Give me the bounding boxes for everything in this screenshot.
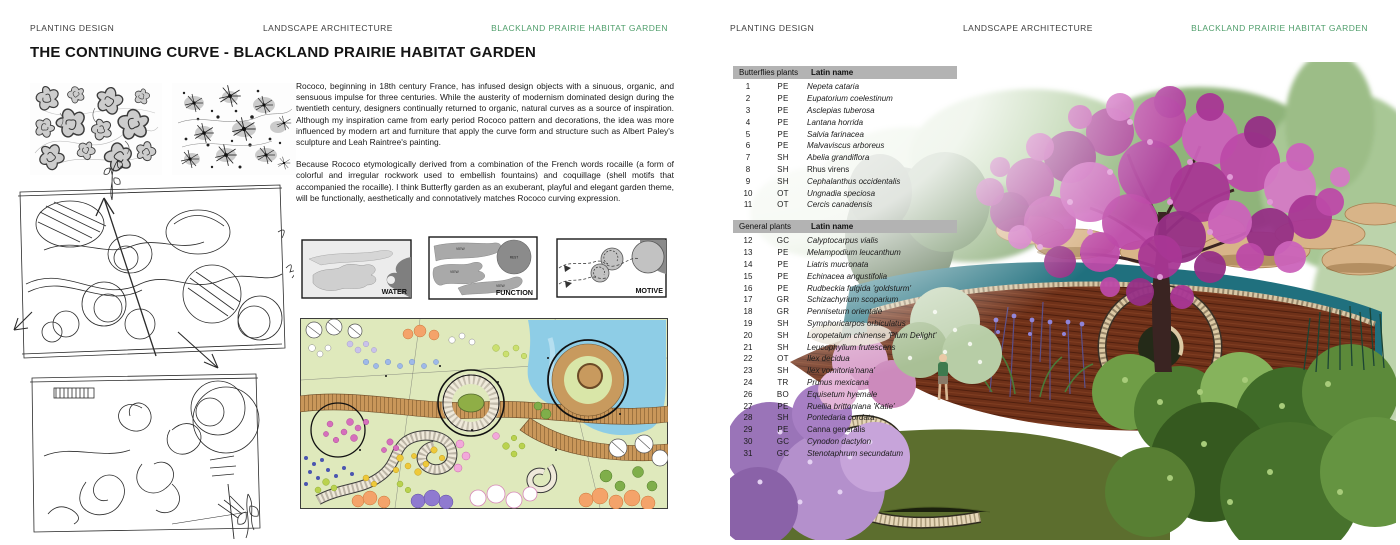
latin-name: Ruellia brittoniana 'Katie': [807, 401, 895, 411]
table-header: [733, 220, 957, 233]
plant-type-code: PE: [777, 117, 789, 127]
table-row: [733, 116, 957, 128]
row-number: 31: [743, 448, 753, 458]
table-row: [733, 424, 957, 436]
row-number: 18: [743, 307, 753, 317]
table-rows: [733, 235, 957, 459]
function-diagram: [428, 236, 538, 300]
function-view-label-3: VIEW: [496, 284, 505, 288]
header-project-name: BLACKLAND PRAIRIE HABITAT GARDEN: [1191, 23, 1368, 33]
latin-name: Asclepias tuberosa: [807, 105, 875, 115]
plant-type-code: GC: [776, 236, 790, 246]
plant-type-code: PE: [777, 94, 789, 104]
latin-name: Loropetalum chinense 'Plum Delight': [807, 330, 937, 340]
plant-type-code: SH: [777, 153, 789, 163]
plant-type-code: OT: [777, 188, 789, 198]
latin-name: Calyptocarpus vialis: [807, 236, 879, 246]
table-row: [733, 447, 957, 459]
general-plants-table: [733, 220, 957, 459]
table-row: [733, 377, 957, 389]
latin-name: Rudbeckia fulgida 'goldsturm': [807, 283, 911, 293]
plant-type-code: PE: [777, 283, 789, 293]
plant-type-code: SH: [777, 413, 789, 423]
table-row: [733, 329, 957, 341]
header-landscape-architecture: LANDSCAPE ARCHITECTURE: [963, 23, 1093, 33]
plant-type-code: SH: [777, 342, 789, 352]
table-row: [733, 282, 957, 294]
table-row: [733, 247, 957, 259]
plant-type-code: PE: [777, 141, 789, 151]
latin-name: Rhus virens: [807, 164, 850, 174]
body-text: [296, 81, 674, 215]
table-header: [733, 66, 957, 79]
latin-name: Cephalanthus occidentalis: [807, 176, 901, 186]
plant-type-code: GC: [776, 436, 790, 446]
plant-type-code: PE: [777, 82, 789, 92]
latin-name-header: Latin name: [811, 222, 854, 231]
plant-type-code: GR: [776, 307, 790, 317]
garden-master-plan: [300, 318, 668, 509]
table-row: [733, 93, 957, 105]
row-number: 7: [745, 153, 751, 163]
motive-diagram: [556, 238, 667, 298]
concept-plan-sketch-top: [8, 172, 294, 378]
latin-name: Nepeta cataria: [807, 82, 860, 92]
latin-name: Stenotaphrum secundatum: [807, 448, 904, 458]
table-row: [733, 81, 957, 93]
row-number: 8: [745, 164, 751, 174]
row-number: 9: [745, 176, 751, 186]
latin-name: Leucophyllum frutescens: [807, 342, 896, 352]
row-number: 17: [743, 295, 753, 305]
latin-name: Lantana horrida: [807, 117, 864, 127]
latin-name: Eupatorium coelestinum: [807, 94, 893, 104]
table-row: [733, 365, 957, 377]
row-number: 4: [745, 117, 751, 127]
row-number: 30: [743, 436, 753, 446]
row-number: 2: [745, 94, 751, 104]
row-number: 14: [743, 259, 753, 269]
header-project-name: BLACKLAND PRAIRIE HABITAT GARDEN: [491, 23, 668, 33]
table-row: [733, 152, 957, 164]
function-rest-label: REST: [509, 255, 519, 260]
row-number: 12: [743, 236, 753, 246]
row-number: 22: [743, 354, 753, 364]
table-title: General plants: [739, 222, 792, 231]
table-row: [733, 270, 957, 282]
latin-name: Ilex vomitoria'nana': [807, 366, 875, 376]
plant-type-code: SH: [777, 330, 789, 340]
latin-name: Liatris mucronata: [807, 259, 869, 269]
table-title: Butterflies plants: [739, 68, 799, 77]
paragraph-rococo: Rococo, beginning in 18th century France, has infused design objects with a sinuous, organic, and sensuous impulse for three centuries. While the austerity of modernism dominated design during the twentieth century, designers continually returned to organic, natural curves as a source of inspiration. Although my inspiration came from early period Rococo pattern and decorations, the idea was more influenced by modern art and furniture that apply the curve form and structure such as Albert Paley's sculpture and Leah Raintree's painting.: [296, 81, 674, 148]
table-row: [733, 128, 957, 140]
plant-type-code: SH: [777, 318, 789, 328]
paragraph-butterfly-garden: Because Rococo etymologically derived from a combination of the French words rocaille (a form of colorful and irregular rockwork used to embellish fountains) and coquillage (shell motifs that accompanied the rocaille). I think Butterfly garden as an exuberant, playful and elegant garden theme, will be functionally, aesthetically and connotatively matches Rococo curving expression.: [296, 159, 674, 203]
latin-name: Canna generalis: [807, 425, 866, 435]
plant-type-code: PE: [777, 425, 789, 435]
table-row: [733, 388, 957, 400]
latin-name: Cercis canadensis: [807, 200, 873, 210]
row-number: 27: [743, 401, 753, 411]
row-number: 19: [743, 318, 753, 328]
row-number: 13: [743, 248, 753, 258]
table-row: [733, 199, 957, 211]
plant-type-code: PE: [777, 105, 789, 115]
water-diagram: [301, 239, 412, 299]
latin-name: Cynodon dactylon: [807, 436, 872, 446]
plant-type-code: SH: [777, 164, 789, 174]
latin-name: Equisetum hyemale: [807, 389, 878, 399]
table-row: [733, 412, 957, 424]
latin-name: Echinacea angustifolia: [807, 271, 888, 281]
flourish-sketch: [218, 492, 278, 540]
plant-type-code: PE: [777, 259, 789, 269]
row-number: 26: [743, 389, 753, 399]
row-number: 3: [745, 105, 751, 115]
butterflies-plants-table: [733, 66, 957, 211]
table-row: [733, 235, 957, 247]
plant-type-code: PE: [777, 129, 789, 139]
table-row: [733, 187, 957, 199]
function-view-label-2: VIEW: [450, 270, 459, 274]
header-landscape-architecture: LANDSCAPE ARCHITECTURE: [263, 23, 393, 33]
row-number: 15: [743, 271, 753, 281]
row-number: 28: [743, 413, 753, 423]
plant-type-code: OT: [777, 200, 789, 210]
table-row: [733, 400, 957, 412]
right-page: [700, 0, 1400, 540]
function-view-label-1: VIEW: [456, 247, 465, 251]
latin-name: Pennisetum orientale: [807, 307, 883, 317]
latin-name: Salvia farinacea: [807, 129, 864, 139]
latin-name: Ilex decidua: [807, 354, 850, 364]
table-row: [733, 175, 957, 187]
table-row: [733, 318, 957, 330]
table-row: [733, 294, 957, 306]
plant-type-code: SH: [777, 366, 789, 376]
latin-name: Melampodium leucanthum: [807, 248, 901, 258]
row-number: 10: [743, 188, 753, 198]
row-number: 20: [743, 330, 753, 340]
plant-type-code: TR: [777, 377, 789, 387]
table-row: [733, 341, 957, 353]
header-planting-design: PLANTING DESIGN: [30, 23, 115, 33]
latin-name: Malvaviscus arboreus: [807, 141, 885, 151]
table-row: [733, 164, 957, 176]
water-label: WATER: [381, 287, 407, 296]
table-row: [733, 306, 957, 318]
table-row: [733, 140, 957, 152]
plant-type-code: GC: [776, 448, 790, 458]
header-planting-design: PLANTING DESIGN: [730, 23, 815, 33]
row-number: 29: [743, 425, 753, 435]
table-row: [733, 436, 957, 448]
row-number: 23: [743, 366, 753, 376]
table-row: [733, 353, 957, 365]
plant-type-code: GR: [776, 295, 790, 305]
row-number: 6: [745, 141, 751, 151]
row-number: 16: [743, 283, 753, 293]
plant-type-code: PE: [777, 271, 789, 281]
function-label: FUNCTION: [495, 288, 533, 297]
row-number: 21: [743, 342, 753, 352]
motive-label: MOTIVE: [635, 286, 663, 295]
latin-name: Abelia grandiflora: [807, 153, 870, 163]
table-row: [733, 259, 957, 271]
table-rows: [733, 81, 957, 211]
row-number: 1: [745, 82, 751, 92]
botanical-ink-sketch-thumbnail: [172, 83, 296, 175]
row-number: 24: [743, 377, 753, 387]
left-page: [0, 0, 700, 540]
row-number: 5: [745, 129, 751, 139]
latin-name-header: Latin name: [811, 68, 854, 77]
latin-name: Symphoricarpos orbiculatus: [807, 318, 906, 328]
table-row: [733, 105, 957, 117]
plant-type-code: BO: [776, 389, 790, 399]
latin-name: Schizachyrium scoparium: [807, 295, 899, 305]
latin-name: Prunus mexicana: [807, 377, 869, 387]
latin-name: Ungnadia speciosa: [807, 188, 876, 198]
plant-type-code: PE: [777, 248, 789, 258]
page-title: THE CONTINUING CURVE - BLACKLAND PRAIRIE HABITAT GARDEN: [30, 44, 536, 61]
plant-type-code: PE: [777, 401, 789, 411]
latin-name: Pontedaria cordata: [807, 413, 875, 423]
plant-type-code: OT: [777, 354, 789, 364]
plant-type-code: SH: [777, 176, 789, 186]
row-number: 11: [743, 200, 753, 210]
